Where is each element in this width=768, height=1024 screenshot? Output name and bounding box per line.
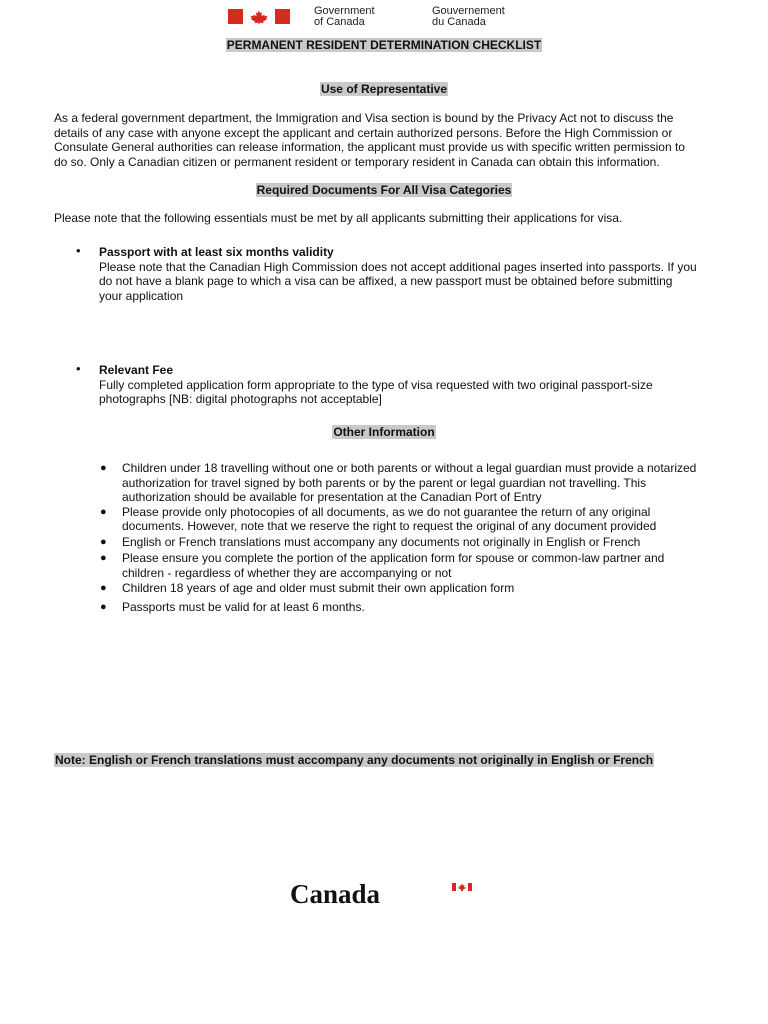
list-item <box>100 461 714 505</box>
required-item-title: Relevant Fee <box>99 363 174 377</box>
list-item-line: children - regardless of whether they are accompanying or not <box>122 565 452 580</box>
wordmark-flag-icon <box>452 883 472 891</box>
bullet-icon: ● <box>100 535 107 548</box>
bullet-icon: ● <box>100 582 107 594</box>
use-rep-line: Consulate General authorities can release information, the applicant must provide us with specific written permission to <box>54 140 685 154</box>
note-row <box>54 753 654 768</box>
list-item-line: Please provide only photocopies of all documents, as we do not guarantee the return of any original <box>122 504 651 519</box>
other-heading-row <box>0 425 768 440</box>
bullet-icon: • <box>76 243 81 258</box>
gov-fr-line2: du Canada <box>432 16 486 28</box>
required-item-title: Passport with at least six months validity <box>99 245 334 259</box>
required-item-line: your application <box>99 288 184 303</box>
other-info-list <box>54 461 714 614</box>
page-title-row <box>0 38 768 53</box>
required-item-line: photographs [NB: digital photographs not acceptable] <box>99 392 382 406</box>
note-text: Note: English or French translations must accompany any documents not originally in English or French <box>55 753 654 767</box>
gov-fr-line1: Gouvernement <box>432 5 505 17</box>
required-item-passport <box>99 245 719 303</box>
required-item-fee <box>99 363 719 407</box>
gov-en-line1: Government <box>314 5 375 17</box>
list-item <box>100 504 714 534</box>
list-item-line: Children 18 years of age and older must submit their own application form <box>122 581 515 595</box>
list-item-line: documents. However, note that we reserve the right to request the original of any document provided <box>122 519 657 533</box>
use-rep-line: details of any case with anyone except the applicant and certain authorized persons. Before the High Commission or <box>54 125 673 140</box>
use-rep-heading-row <box>0 82 768 97</box>
list-item-line: Children under 18 travelling without one or both parents or without a legal guardian must provide a notarized <box>122 461 697 475</box>
required-heading: Required Documents For All Visa Categories <box>256 183 512 197</box>
bullet-icon: ● <box>100 600 107 613</box>
bullet-icon: • <box>76 361 81 376</box>
required-heading-row <box>0 183 768 198</box>
list-item <box>100 599 714 615</box>
use-rep-line: do so. Only a Canadian citizen or permanent resident or temporary resident in Canada can obtain this information. <box>54 154 660 169</box>
bullet-icon: ● <box>100 505 107 518</box>
gov-en-line2: of Canada <box>314 16 365 28</box>
required-item-line: Fully completed application form appropriate to the type of visa requested with two original passport-size <box>99 377 653 392</box>
list-item-line: Please ensure you complete the portion of the application form for spouse or common-law partner and <box>122 551 665 565</box>
list-item <box>100 551 714 580</box>
list-item <box>100 581 714 596</box>
use-rep-heading: Use of Representative <box>320 82 448 96</box>
list-item-line: authorization should be available for presentation at the Canadian Port of Entry <box>122 490 542 504</box>
list-item-line: English or French translations must accompany any documents not originally in English or French <box>122 534 641 549</box>
list-item-line: authorization for travel signed by both parents or by the parent or legal guardian not travelling. This <box>122 475 647 490</box>
canada-wordmark-text: Canada <box>290 880 381 906</box>
canada-wordmark-logo <box>290 880 476 906</box>
page-title: PERMANENT RESIDENT DETERMINATION CHECKLIST <box>226 38 542 52</box>
canada-flag-icon <box>228 9 290 24</box>
gouvernement-du-canada-signature <box>432 6 505 28</box>
government-of-canada-signature <box>314 6 375 28</box>
use-rep-paragraph <box>54 111 714 169</box>
required-intro: Please note that the following essentials must be met by all applicants submitting their applications for visa. <box>54 211 623 225</box>
use-rep-line: As a federal government department, the Immigration and Visa section is bound by the Privacy Act not to discuss the <box>54 111 674 125</box>
other-heading: Other Information <box>333 425 435 439</box>
required-item-line: Please note that the Canadian High Commission does not accept additional pages inserted into passports. If you <box>99 259 697 274</box>
bullet-icon: ● <box>100 462 107 474</box>
list-item <box>100 534 714 550</box>
bullet-icon: ● <box>100 552 107 564</box>
required-item-line: do not have a blank page to which a visa can be affixed, a new passport must be obtained before submitting <box>99 274 673 288</box>
list-item-line: Passports must be valid for at least 6 months. <box>122 599 365 614</box>
